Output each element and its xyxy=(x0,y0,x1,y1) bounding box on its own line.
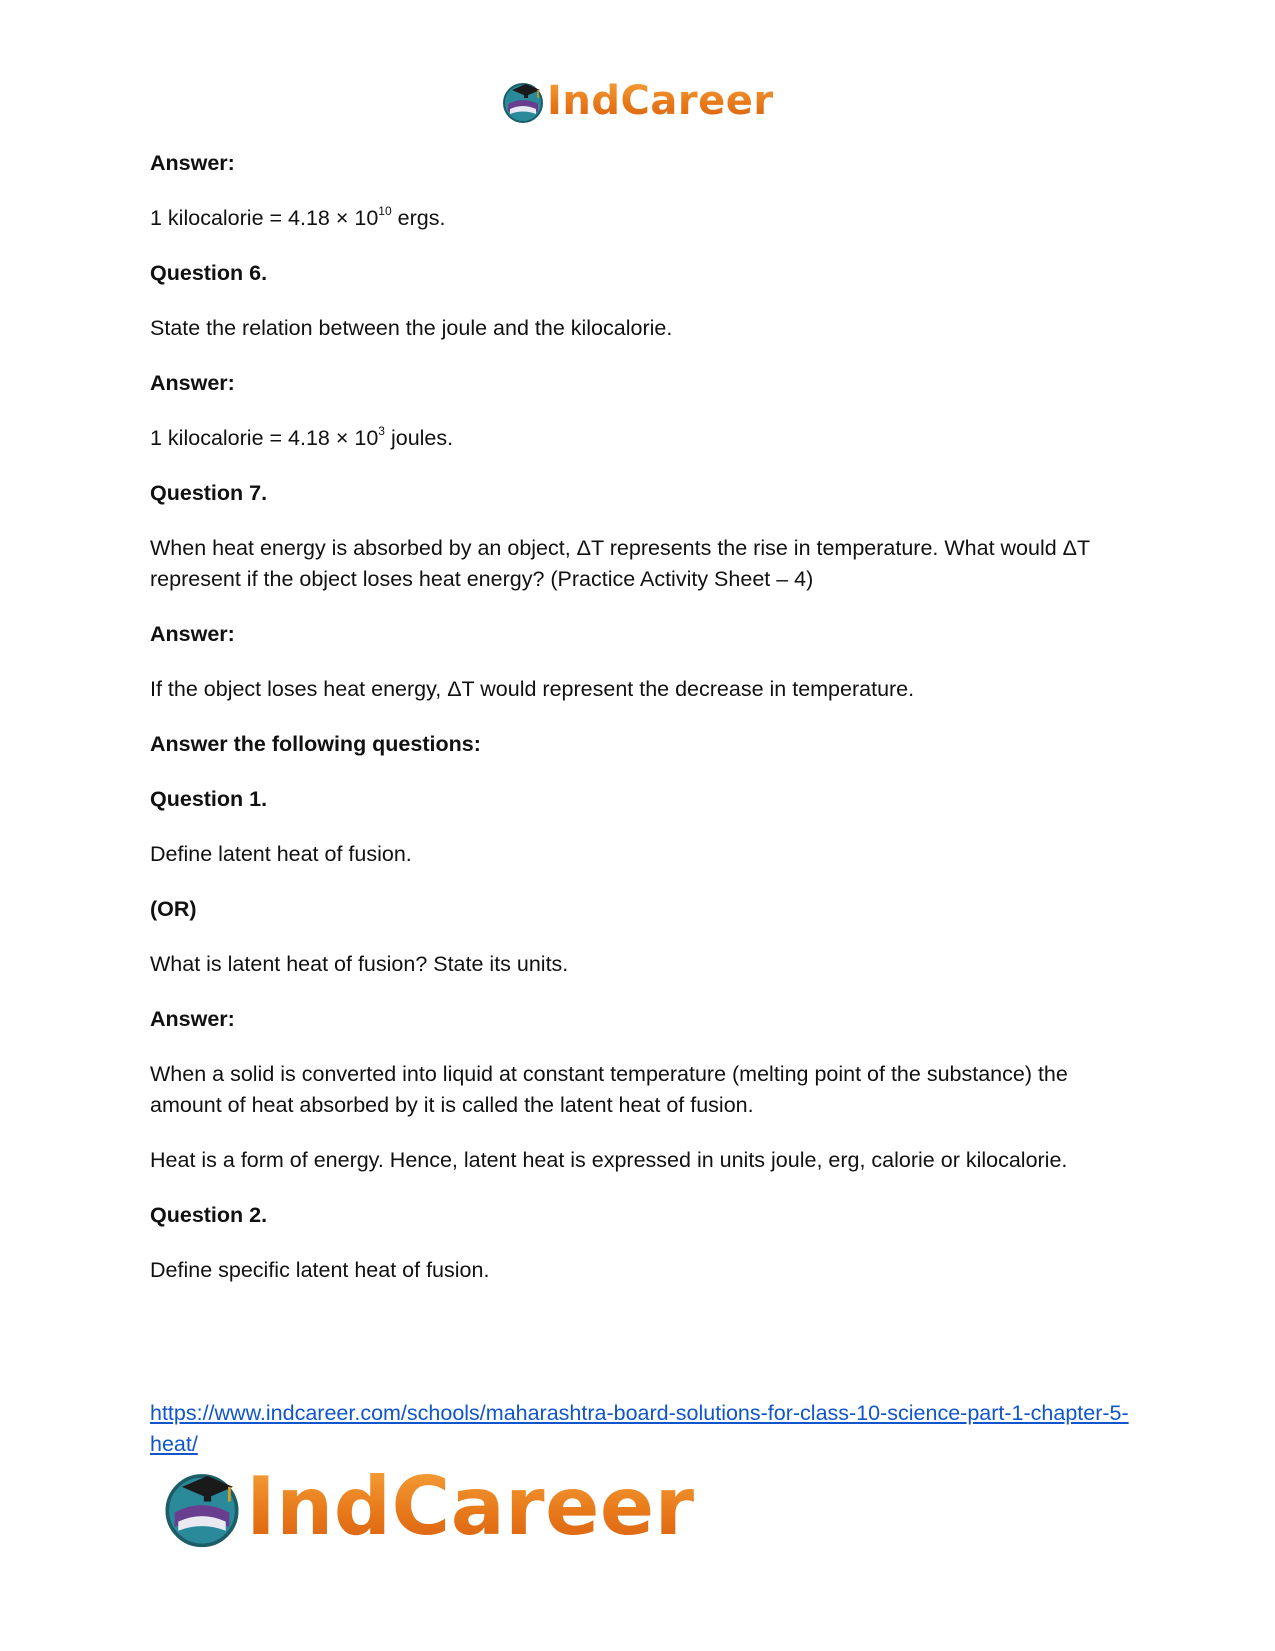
graduation-globe-icon xyxy=(160,1465,244,1549)
question-label: Question 7. xyxy=(150,481,268,505)
answer-paragraph: Heat is a form of energy. Hence, latent heat is expressed in units joule, erg, calorie or kilocalorie. xyxy=(150,1148,1068,1172)
answer-label: Answer: xyxy=(150,151,235,175)
answer-paragraph: When a solid is converted into liquid at constant temperature (melting point of the substance) the amount of heat absorbed by it is called the latent heat of fusion. xyxy=(150,1062,1068,1117)
logo-wordmark: IndCareer xyxy=(547,78,774,124)
exponent: 10 xyxy=(378,203,392,218)
answer-text: If the object loses heat energy, ΔT would represent the decrease in temperature. xyxy=(150,677,915,701)
logo-wordmark: IndCareer xyxy=(246,1460,695,1553)
source-url-link[interactable]: https://www.indcareer.com/schools/maharashtra-board-solutions-for-class-10-science-part-1-chapter-5-heat/ xyxy=(150,1401,1129,1456)
exponent: 3 xyxy=(378,423,385,438)
section-heading: Answer the following questions: xyxy=(150,732,481,756)
indcareer-logo-header xyxy=(500,78,774,124)
answer-label: Answer: xyxy=(150,371,235,395)
answer-label: Answer: xyxy=(150,622,235,646)
answer-text: 1 kilocalorie = $4.18 \times 10^3$ joules. xyxy=(150,423,454,450)
question-alt-text: What is latent heat of fusion? State its units. xyxy=(150,952,569,976)
answer-label: Answer: xyxy=(150,1007,235,1031)
question-text: When heat energy is absorbed by an object, ΔT represents the rise in temperature. What would ΔT represent if the object loses heat energy? (Practice Activity Sheet – 4) xyxy=(150,536,1090,591)
document-body xyxy=(150,148,1140,1286)
or-separator: (OR) xyxy=(150,897,197,921)
question-text: State the relation between the joule and the kilocalorie. xyxy=(150,316,673,340)
question-text: Define latent heat of fusion. xyxy=(150,842,412,866)
indcareer-logo-footer xyxy=(160,1462,695,1552)
source-link-container xyxy=(150,1398,1140,1460)
question-label: Question 1. xyxy=(150,787,268,811)
graduation-globe-icon xyxy=(500,78,546,124)
question-label: Question 2. xyxy=(150,1203,268,1227)
question-text: Define specific latent heat of fusion. xyxy=(150,1258,490,1282)
answer-text: 1 kilocalorie = $4.18 \times 10^{10}$ ergs. xyxy=(150,203,446,230)
question-label: Question 6. xyxy=(150,261,268,285)
